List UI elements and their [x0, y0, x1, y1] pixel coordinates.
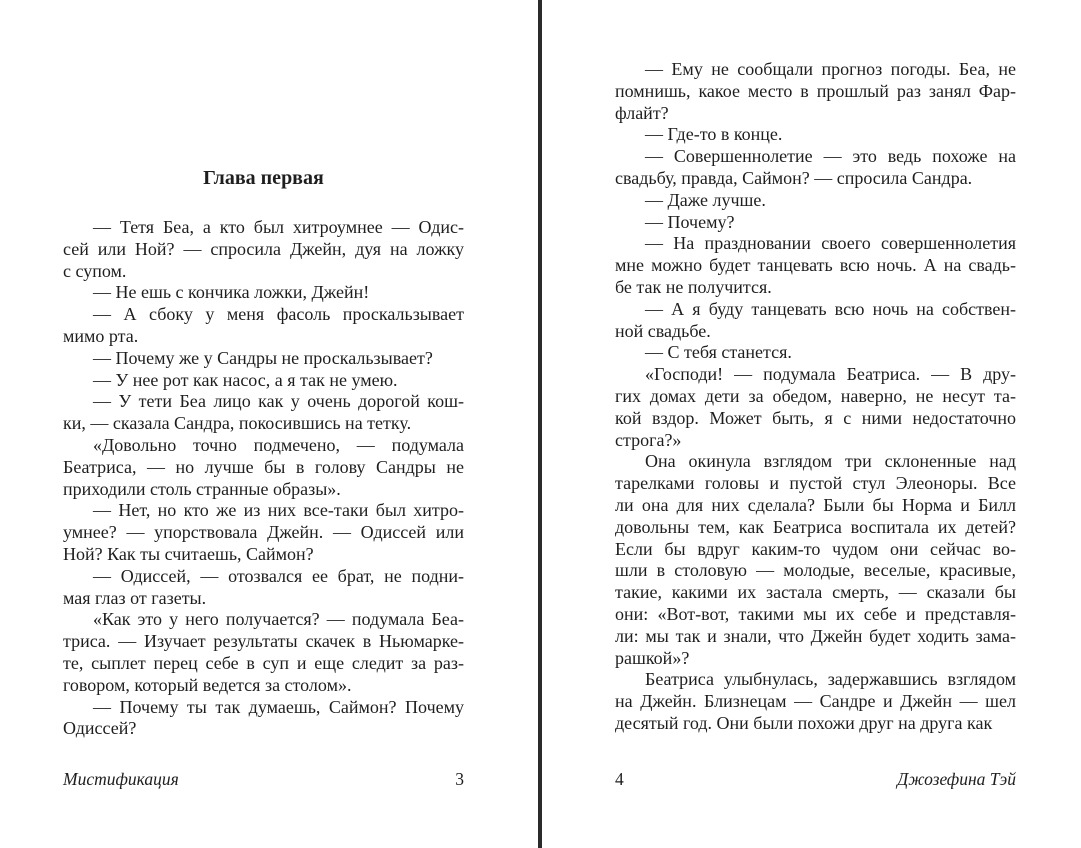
text-line: те, сыплет перец себе в суп и еще следит за раз-: [63, 652, 464, 673]
text-line: свадьбу, правда, Саймон? — спросила Сандра.: [615, 167, 973, 188]
text-line: — Почему же у Сандры не проскальзывает?: [93, 347, 433, 368]
text-line: помнишь, какое место в прошлый раз занял Фар-: [615, 80, 1016, 101]
paragraph: [63, 370, 464, 392]
text-line: — Одиссей, — отозвался ее брат, не подни-: [93, 565, 464, 586]
text-line: такие, какими их застала смерть, — сказали бы: [615, 582, 1016, 603]
running-title: Мистификация: [63, 769, 179, 789]
chapter-heading: Глава первая: [203, 167, 324, 189]
page-footer-left: [63, 769, 464, 790]
text-line: Одиссей?: [63, 718, 137, 739]
text-line: мне можно будет танцевать всю ночь. А на свадь-: [615, 255, 1016, 276]
text-line: на Джейн. Близнецам — Сандре и Джейн — шел: [615, 691, 1016, 712]
text-line: рашкой»?: [615, 647, 690, 668]
text-line: шли в столовую — молодые, веселые, красивые,: [615, 560, 1016, 581]
page-body-left: [63, 217, 464, 740]
text-line: — Почему?: [645, 211, 735, 232]
page-right: [615, 0, 1016, 848]
text-line: — У нее рот как насос, а я так не умею.: [93, 369, 398, 390]
page-body-right: [615, 0, 1016, 735]
text-line: — Почему ты так думаешь, Саймон? Почему: [93, 696, 464, 717]
text-line: Ной? Как ты считаешь, Саймон?: [63, 543, 314, 564]
text-line: — Не ешь с кончика ложки, Джейн!: [93, 282, 370, 303]
paragraph: [615, 59, 1016, 124]
text-line: с супом.: [63, 260, 127, 281]
paragraph: [63, 282, 464, 304]
text-line: — Тетя Беа, а кто был хитроумнее — Одис-: [93, 217, 464, 237]
spine-divider: [538, 0, 542, 848]
text-line: — Где-то в конце.: [645, 124, 783, 145]
text-line: Беатриса, — но лучше бы в голову Сандры не: [63, 456, 464, 477]
paragraph: [615, 342, 1016, 364]
text-line: — Совершеннолетие — это ведь похоже на: [645, 146, 1016, 167]
paragraph: [615, 299, 1016, 343]
text-line: — С тебя станется.: [645, 342, 792, 363]
text-line: Если бы вдруг каким-то чудом они сейчас во-: [615, 538, 1016, 559]
text-line: триса. — Изучает результаты скачек в Ньюмарке-: [63, 631, 464, 652]
paragraph: [63, 304, 464, 348]
paragraph: [63, 391, 464, 435]
text-line: — На праздновании своего совершеннолетия: [645, 233, 1016, 254]
text-line: умнее? — упорствовала Джейн. — Одиссей или: [63, 522, 464, 543]
text-line: ли она для них сделала? Были бы Норма и Билл: [615, 494, 1016, 515]
page-left: [63, 0, 464, 848]
page-footer-right: [615, 769, 1016, 790]
text-line: мая глаз от газеты.: [63, 587, 207, 608]
paragraph: [615, 669, 1016, 734]
text-line: — У тети Беа лицо как у очень дорогой кош-: [93, 391, 464, 412]
paragraph: [615, 364, 1016, 451]
paragraph: [63, 435, 464, 500]
text-line: флайт?: [615, 102, 669, 123]
page-number-left: 3: [455, 769, 464, 789]
paragraph: [63, 566, 464, 610]
text-line: гих домах дети за обедом, наверно, не несут та-: [615, 385, 1016, 406]
paragraph: [615, 212, 1016, 234]
text-line: «Господи! — подумала Беатриса. — В дру-: [645, 364, 1016, 385]
paragraph: [615, 146, 1016, 190]
text-line: кой вздор. Может быть, я с ними недостаточно: [615, 407, 1016, 428]
paragraph: [63, 609, 464, 696]
text-line: Беатриса улыбнулась, задержавшись взглядом: [645, 669, 1016, 690]
author-name: Джозефина Тэй: [897, 769, 1016, 789]
page-number-right: 4: [615, 769, 624, 789]
paragraph: [63, 500, 464, 565]
text-line: довольны тем, как Беатриса воспитала их детей?: [615, 516, 1016, 537]
text-line: — Нет, но кто же из них все-таки был хитро-: [93, 500, 464, 521]
text-line: бе так не получится.: [615, 276, 772, 297]
text-line: строга?»: [615, 429, 682, 450]
paragraph: [615, 451, 1016, 669]
text-line: — Даже лучше.: [645, 189, 766, 210]
text-line: ки, — сказала Сандра, покосившись на тетку.: [63, 413, 412, 434]
text-line: сей или Ной? — спросила Джейн, дуя на ложку: [63, 238, 464, 259]
paragraph: [615, 190, 1016, 212]
paragraph: [63, 697, 464, 741]
text-line: тарелками головы и пустой стул Элеоноры. Все: [615, 473, 1016, 494]
text-line: десятый год. Они были похожи друг на друга как: [615, 712, 993, 733]
text-line: они: «Вот-вот, такими мы их себе и представля-: [615, 603, 1016, 624]
text-line: приходили столь странные образы».: [63, 478, 341, 499]
paragraph: [615, 233, 1016, 298]
text-line: Она окинула взглядом три склоненные над: [645, 451, 1016, 472]
text-line: — Ему не сообщали прогноз погоды. Беа, не: [645, 59, 1016, 79]
text-line: мимо рта.: [63, 325, 139, 346]
paragraph: [63, 217, 464, 282]
text-line: — А я буду танцевать всю ночь на собствен-: [645, 298, 1016, 319]
text-line: — А сбоку у меня фасоль проскальзывает: [93, 304, 464, 325]
text-line: ной свадьбе.: [615, 320, 711, 341]
text-line: ли: мы так и знали, что Джейн будет ходить зама-: [615, 625, 1016, 646]
paragraph: [615, 124, 1016, 146]
paragraph: [63, 348, 464, 370]
text-line: «Как это у него получается? — подумала Беа-: [93, 609, 464, 630]
text-line: говором, который ведется за столом».: [63, 674, 352, 695]
text-line: «Довольно точно подмечено, — подумала: [93, 434, 464, 455]
